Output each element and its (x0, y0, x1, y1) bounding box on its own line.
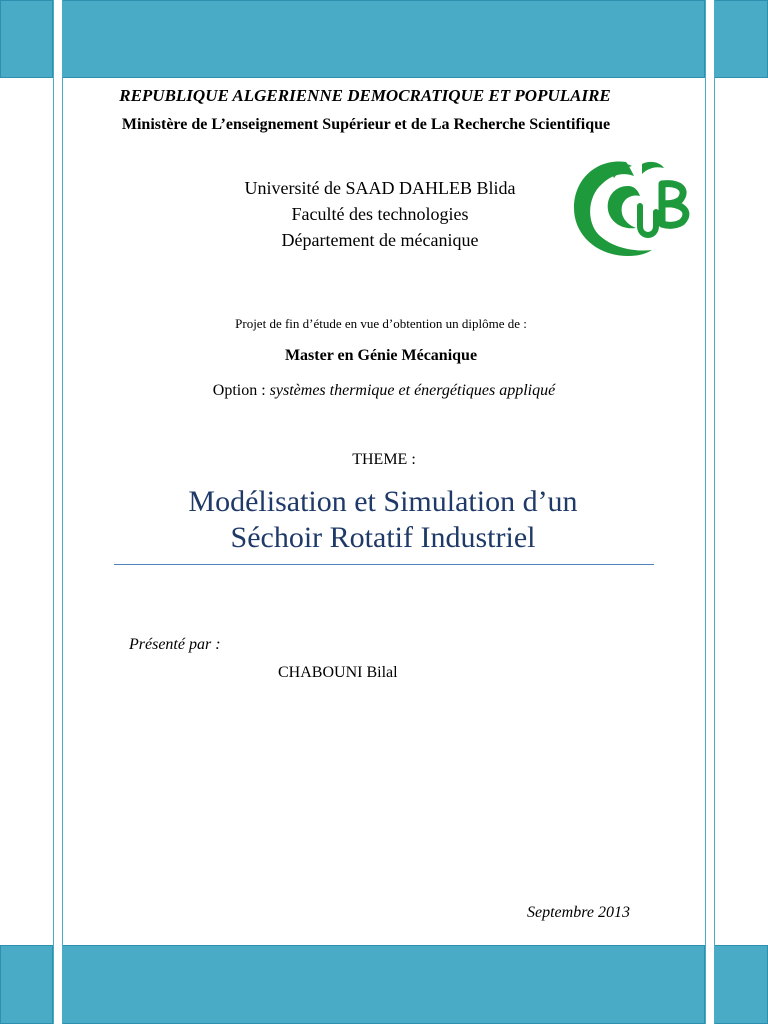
thesis-title (110, 484, 656, 556)
bottom-right-band (714, 945, 768, 1024)
university-blida-logo (568, 156, 696, 260)
top-center-band (62, 0, 705, 78)
faculty-name: Faculté des technologies (291, 204, 469, 224)
presented-by-label: Présenté par : (129, 636, 221, 653)
thesis-title-line-1: Modélisation et Simulation d’un (188, 485, 578, 518)
left-frame-line-inner (62, 0, 63, 1024)
option-label: Option : (212, 382, 270, 399)
degree-title: Master en Génie Mécanique (284, 347, 478, 364)
university-block (190, 175, 570, 253)
top-left-band (0, 0, 53, 78)
bottom-left-band (0, 945, 53, 1024)
ministere-heading: Ministère de L’enseignement Supérieur et de La Recherche Scientifique (121, 116, 611, 133)
author-name: CHABOUNI Bilal (278, 664, 398, 681)
department-name: Département de mécanique (281, 230, 479, 250)
top-right-band (714, 0, 768, 78)
republique-heading: REPUBLIQUE ALGERIENNE DEMOCRATIQUE ET POPULAIRE (119, 86, 611, 105)
theme-label: THEME : (352, 451, 416, 468)
right-frame-line-inner (705, 0, 706, 1024)
left-frame-line-outer (53, 0, 54, 1024)
bottom-center-band (62, 945, 705, 1024)
right-frame-line-outer (714, 0, 715, 1024)
submission-date: Septembre 2013 (527, 904, 630, 921)
thesis-title-line-2: Séchoir Rotatif Industriel (230, 521, 536, 554)
university-name: Université de SAAD DAHLEB Blida (244, 178, 516, 198)
option-line (0, 382, 768, 400)
option-value: systèmes thermique et énergétiques appliqué (269, 382, 556, 399)
title-underline (114, 564, 654, 565)
project-intro: Projet de fin d’étude en vue d’obtention un diplôme de : (235, 316, 527, 331)
